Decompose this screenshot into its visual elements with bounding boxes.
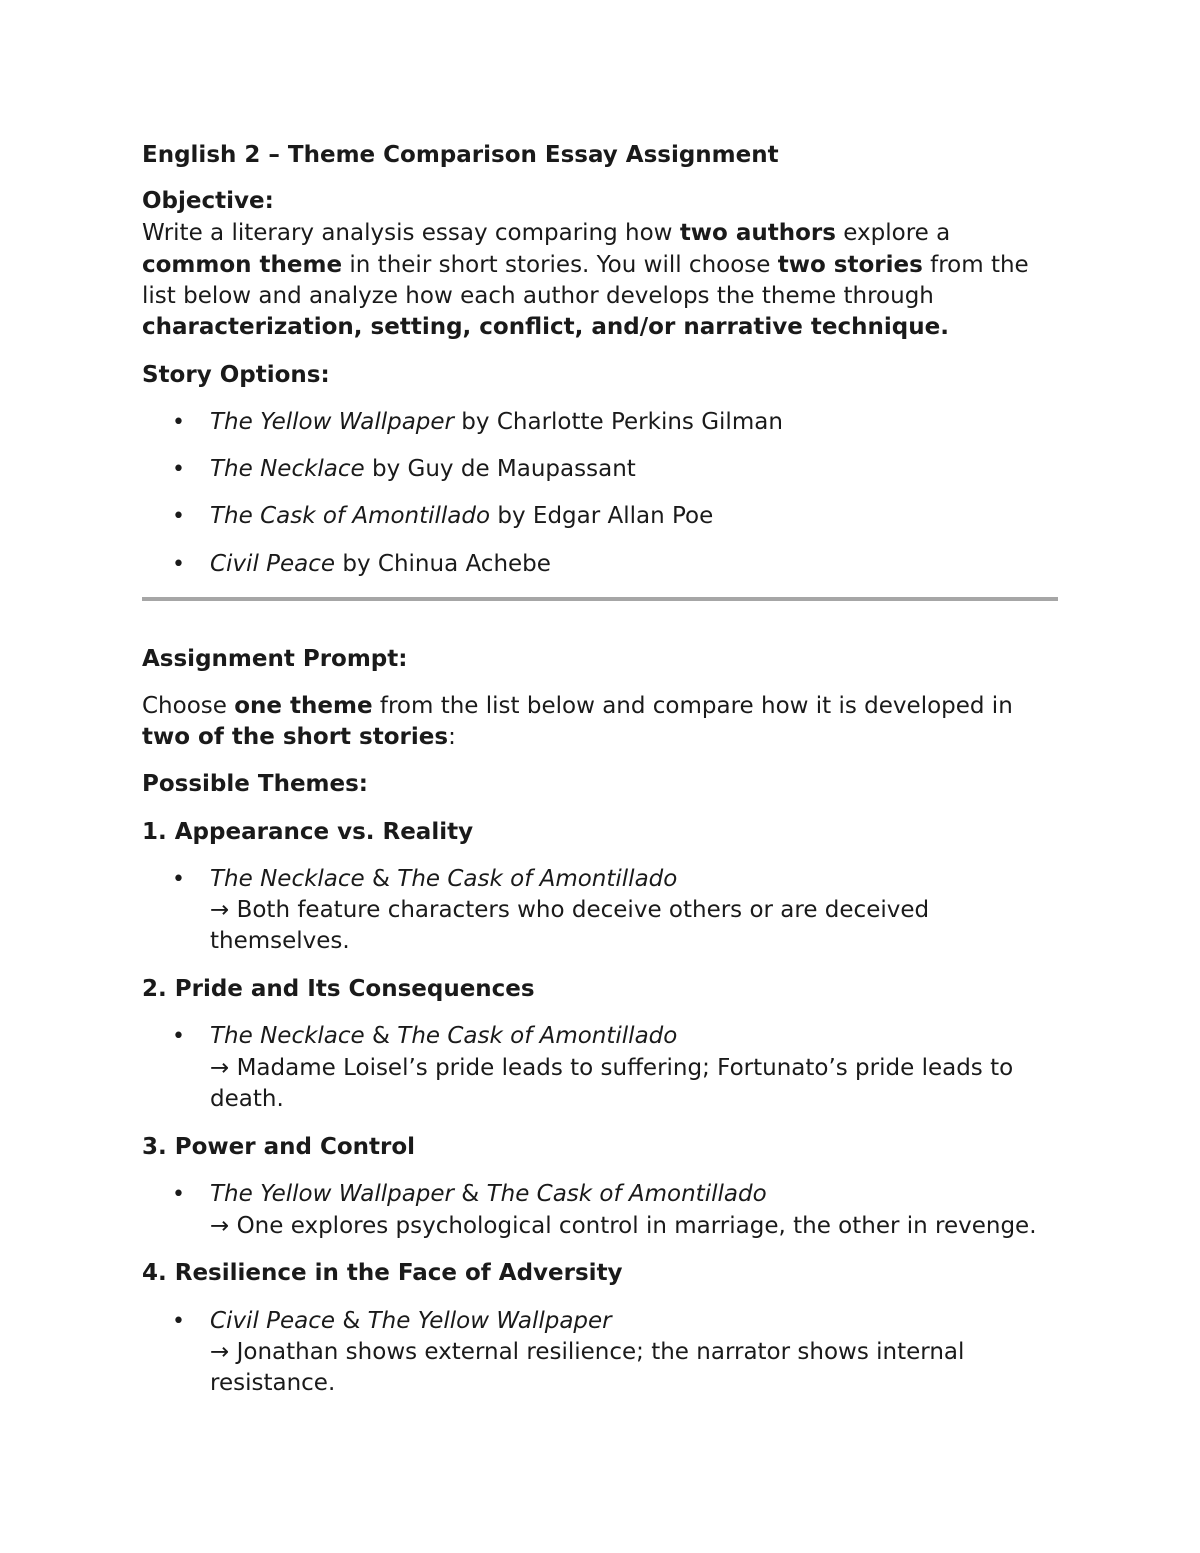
story-title: The Necklace (210, 866, 365, 892)
prompt-line-2 (142, 722, 456, 753)
objective-emphasis: common theme (142, 252, 343, 278)
theme-heading: 3. Power and Control (142, 1134, 416, 1160)
objective-emphasis: two authors (679, 220, 836, 246)
objective-line-2 (142, 250, 1029, 281)
story-title: The Yellow Wallpaper (367, 1308, 612, 1334)
story-options-heading: Story Options: (142, 362, 330, 388)
theme-note: themselves. (210, 928, 350, 954)
ampersand: & (454, 1181, 487, 1207)
prompt-emphasis: two of the short stories (142, 724, 449, 750)
story-author: by Charlotte Perkins Gilman (454, 409, 783, 435)
theme-story-pair (210, 1179, 767, 1210)
ampersand: & (335, 1308, 368, 1334)
theme-note: → Madame Loisel’s pride leads to suffering; Fortunato’s pride leads to (210, 1055, 1014, 1081)
theme-story-pair (210, 1306, 612, 1337)
theme-note: → Both feature characters who deceive others or are deceived (210, 897, 930, 923)
objective-text: explore a (835, 220, 951, 246)
story-title: The Cask of Amontillado (397, 1023, 678, 1049)
prompt-heading: Assignment Prompt: (142, 646, 408, 672)
theme-note: death. (210, 1086, 284, 1112)
bullet-icon: • (172, 552, 185, 577)
story-option-item (210, 454, 636, 485)
prompt-text: from the list below and compare how it is developed in (372, 693, 1013, 719)
story-title: The Necklace (210, 1023, 365, 1049)
story-author: by Guy de Maupassant (364, 456, 636, 482)
theme-note: → One explores psychological control in marriage, the other in revenge. (210, 1213, 1037, 1239)
bullet-icon: • (172, 867, 185, 892)
ampersand: & (364, 1023, 398, 1049)
prompt-line-1 (142, 691, 1013, 722)
story-option-item (210, 501, 713, 532)
objective-heading: Objective: (142, 188, 274, 214)
story-title: The Necklace (210, 456, 365, 482)
theme-heading: 2. Pride and Its Consequences (142, 976, 535, 1002)
objective-line-4: characterization, setting, conflict, and/or narrative technique. (142, 314, 949, 340)
story-title: The Yellow Wallpaper (210, 1181, 454, 1207)
story-title: The Cask of Amontillado (486, 1181, 767, 1207)
theme-heading: 4. Resilience in the Face of Adversity (142, 1260, 623, 1286)
objective-text: in their short stories. You will choose (342, 252, 778, 278)
section-divider (142, 597, 1058, 601)
prompt-text: Choose (142, 693, 235, 719)
story-title: The Cask of Amontillado (210, 503, 491, 529)
ampersand: & (364, 866, 398, 892)
prompt-emphasis: one theme (234, 693, 373, 719)
theme-note: → Jonathan shows external resilience; the narrator shows internal (210, 1339, 965, 1365)
bullet-icon: • (172, 1024, 185, 1049)
story-option-item (210, 549, 551, 580)
objective-line-1 (142, 218, 950, 249)
story-title: Civil Peace (210, 1308, 336, 1334)
bullet-icon: • (172, 1309, 185, 1334)
document-title: English 2 – Theme Comparison Essay Assignment (142, 142, 779, 168)
story-title: The Yellow Wallpaper (210, 409, 454, 435)
themes-heading: Possible Themes: (142, 771, 368, 797)
bullet-icon: • (172, 457, 185, 482)
objective-text: from the (922, 252, 1029, 278)
objective-emphasis: two stories (777, 252, 923, 278)
story-option-item (210, 407, 783, 438)
theme-story-pair (210, 1021, 677, 1052)
theme-note: resistance. (210, 1370, 336, 1396)
story-author: by Edgar Allan Poe (490, 503, 714, 529)
bullet-icon: • (172, 1182, 185, 1207)
bullet-icon: • (172, 410, 185, 435)
story-title: The Cask of Amontillado (397, 866, 678, 892)
theme-story-pair (210, 864, 677, 895)
story-author: by Chinua Achebe (335, 551, 551, 577)
objective-line-3: list below and analyze how each author develops the theme through (142, 283, 934, 309)
theme-heading: 1. Appearance vs. Reality (142, 819, 474, 845)
objective-text: Write a literary analysis essay comparing how (142, 220, 680, 246)
prompt-text: : (448, 724, 456, 750)
bullet-icon: • (172, 504, 185, 529)
story-title: Civil Peace (210, 551, 336, 577)
